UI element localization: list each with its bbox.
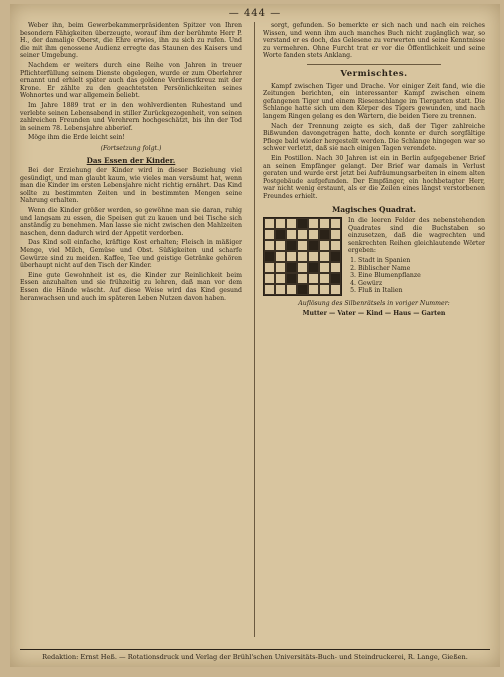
grid-cell-dark bbox=[308, 240, 319, 251]
grid-cell bbox=[330, 218, 341, 229]
section-heading: Vermischtes. bbox=[340, 68, 408, 79]
grid-cell bbox=[297, 251, 308, 262]
newspaper-page bbox=[10, 4, 500, 667]
grid-cell bbox=[319, 251, 330, 262]
grid-cell bbox=[275, 218, 286, 229]
continued-note: (Fortsetzung folgt.) bbox=[100, 144, 162, 152]
paragraph: Weber ihn, beim Gewerbekammerpräsidenten Spitzer von Ihren besondern Fähigkeiten überzeugte, worauf ihm der berühmte Herr P. H., der damalige Oberst, die Ehre erwies, ihn zu sich zu rufen. Und die mit ihm genossene Audienz erregte das Staunen des Kaisers und seiner Umgebung. bbox=[20, 22, 242, 60]
grid-cell bbox=[308, 273, 319, 284]
grid-cell bbox=[319, 240, 330, 251]
solution-heading: Auflösung des Silbenrätsels in voriger Nummer: bbox=[298, 300, 450, 308]
grid-cell bbox=[264, 262, 275, 273]
grid-cell-dark bbox=[264, 251, 275, 262]
grid-cell bbox=[319, 273, 330, 284]
news-item: Ein Postillon. Nach 30 Jahren ist ein in Berlin aufgegebener Brief an seinen Empfänger gelangt. Der Brief war damals in Verlust geraten und wurde erst jetzt bei Aufräumungsarbeiten in einem alten Postgebäude aufgefunden. Der Empfänger, ein hochbetagter Herr, war nicht wenig erstaunt, als er die Zeilen eines längst verstorbenen Freundes erhielt. bbox=[263, 154, 485, 200]
grid-cell-dark bbox=[319, 229, 330, 240]
paragraph: Bei der Erziehung der Kinder wird in dieser Beziehung viel gesündigt, und man glaubt kaum, wie vieles man versäumt hat, wenn man die Kinder im ersten Lebensjahre nicht richtig ernährt. Das Kind sollte zu bestimmten Zeiten und in bestimmten Mengen seine Nahrung erhalten. bbox=[20, 167, 242, 205]
grid-cell bbox=[319, 284, 330, 295]
paragraph: Eine gute Gewohnheit ist es, die Kinder zur Reinlichkeit beim Essen anzuhalten und sie frühzeitig zu lehren, daß man vor dem Essen die Hände wäscht. Auf diese Weise wird das Kind gesund heranwachsen und auch im späteren Leben Nutzen davon haben. bbox=[20, 271, 242, 302]
grid-cell-dark bbox=[297, 218, 308, 229]
grid-cell bbox=[308, 218, 319, 229]
grid-cell bbox=[286, 284, 297, 295]
column-divider bbox=[254, 22, 255, 637]
grid-cell bbox=[275, 251, 286, 262]
grid-cell bbox=[330, 229, 341, 240]
grid-cell bbox=[275, 262, 286, 273]
grid-cell bbox=[297, 262, 308, 273]
grid-cell bbox=[319, 218, 330, 229]
puzzle-clue: 2. Biblischer Name bbox=[358, 265, 485, 273]
grid-cell bbox=[330, 262, 341, 273]
grid-cell-dark bbox=[297, 284, 308, 295]
grid-cell bbox=[286, 229, 297, 240]
grid-cell bbox=[308, 251, 319, 262]
grid-cell bbox=[297, 240, 308, 251]
grid-cell bbox=[275, 240, 286, 251]
paragraph: sorgt, gefunden. So bemerkte er sich nach und nach ein reiches Wissen, und wenn ihm auch manches Buch nicht zugänglich war, so verstand er es doch, das Gelesene zu verwerten und seine Kenntnisse zu vermehren. Ohne Furcht trat er vor die Öffentlichkeit und seine Worte fanden stets Anklang. bbox=[263, 22, 485, 60]
news-item: Nach der Trennung zeigte es sich, daß der Tiger zahlreiche Bißwunden davongetragen hatte, doch konnte er durch sorgfältige Pflege bald wieder hergestellt werden. Die Schlange hingegen war so schwer verletzt, daß sie nach einigen Tagen verendete. bbox=[263, 122, 485, 153]
grid-cell-dark bbox=[286, 262, 297, 273]
paragraph: Wenn die Kinder größer werden, so gewöhne man sie daran, ruhig und langsam zu essen, die Speisen gut zu kauen und bei Tische sich anständig zu benehmen. Man lasse sie nicht zwischen den Mahlzeiten naschen, denn dadurch wird der Appetit verdorben. bbox=[20, 207, 242, 237]
grid-cell bbox=[264, 218, 275, 229]
grid-cell bbox=[319, 262, 330, 273]
magic-square-grid bbox=[263, 217, 342, 296]
grid-cell bbox=[264, 273, 275, 284]
grid-cell-dark bbox=[330, 273, 341, 284]
article-heading: Das Essen der Kinder. bbox=[86, 155, 176, 165]
grid-cell-dark bbox=[308, 262, 319, 273]
left-column bbox=[20, 22, 242, 304]
paragraph: Nachdem er weiters durch eine Reihe von Jahren in treuer Pflichterfüllung seinem Dienste obgelegen, wurde er zum Oberlehrer ernannt und erhielt später auch das goldene Verdienstkreuz mit der Krone. Er zählte zu den geachtetsten Persönlichkeiten seines Wohnortes und war allgemein beliebt. bbox=[20, 61, 242, 100]
grid-cell bbox=[330, 284, 341, 295]
puzzle-heading: Magisches Quadrat. bbox=[331, 205, 417, 215]
grid-cell bbox=[308, 229, 319, 240]
page-number: — 444 — bbox=[228, 8, 282, 19]
grid-cell-dark bbox=[286, 273, 297, 284]
puzzle-clue: 3. Eine Blumenpflanze bbox=[358, 272, 485, 280]
paragraph: Im Jahre 1889 trat er in den wohlverdienten Ruhestand und verlebte seinen Lebensabend in stiller Zurückgezogenheit, von seinen zahlreichen Freunden und Verehrern hochgeschätzt, bis ihn der Tod in seinem 78. Lebensjahre abberief. bbox=[20, 101, 242, 132]
grid-cell bbox=[275, 273, 286, 284]
grid-cell-dark bbox=[330, 251, 341, 262]
grid-cell bbox=[286, 218, 297, 229]
grid-cell bbox=[264, 229, 275, 240]
grid-cell bbox=[275, 284, 286, 295]
grid-cell-dark bbox=[275, 229, 286, 240]
puzzle-clue: 4. Gewürz bbox=[358, 280, 485, 288]
section-divider bbox=[307, 64, 440, 65]
puzzle-instructions bbox=[348, 217, 485, 296]
grid-cell bbox=[286, 251, 297, 262]
puzzle-clue: 1. Stadt in Spanien bbox=[358, 257, 485, 265]
puzzle-clue: 5. Fluß in Italien bbox=[358, 287, 485, 295]
news-item: Kampf zwischen Tiger und Drache. Vor einiger Zeit fand, wie die Zeitungen berichten, ein interessanter Kampf zwischen einem gefangenen Tiger und einem Riesenschlange im Tiergarten statt. Die Schlange hatte sich um den Körper des Tigers gewunden, und nach langem Ringen gelang es den Wärtern, die beiden Tiere zu trennen. bbox=[263, 82, 485, 120]
grid-cell bbox=[297, 273, 308, 284]
puzzle-clue-list bbox=[358, 257, 485, 295]
grid-cell bbox=[264, 284, 275, 295]
grid-cell-dark bbox=[286, 240, 297, 251]
puzzle-block bbox=[263, 217, 485, 296]
paragraph: Das Kind soll einfache, kräftige Kost erhalten; Fleisch in mäßiger Menge, viel Milch, Gemüse und Obst. Süßigkeiten und scharfe Gewürze sind zu meiden. Kaffee, Tee und geistige Getränke gehören überhaupt nicht auf den Tisch der Kinder. bbox=[20, 239, 242, 270]
solution-text: Mutter — Vater — Kind — Haus — Garten bbox=[302, 309, 446, 317]
puzzle-description: In die leeren Felder des nebenstehenden Quadrates sind die Buchstaben so einzusetzen, daß die wagrechten und senkrechten Reihen gleichlautende Wörter ergeben: bbox=[348, 217, 485, 255]
grid-cell bbox=[264, 240, 275, 251]
imprint-footer: Redaktion: Ernst Heß. — Rotationsdruck und Verlag der Brühl'schen Universitäts-Buch- und Steindruckerei, R. Lange, Gießen. bbox=[20, 649, 490, 661]
paragraph: Möge ihm die Erde leicht sein! bbox=[28, 134, 125, 142]
grid-cell bbox=[308, 284, 319, 295]
right-column bbox=[263, 22, 485, 317]
grid-cell bbox=[330, 240, 341, 251]
grid-cell bbox=[297, 229, 308, 240]
